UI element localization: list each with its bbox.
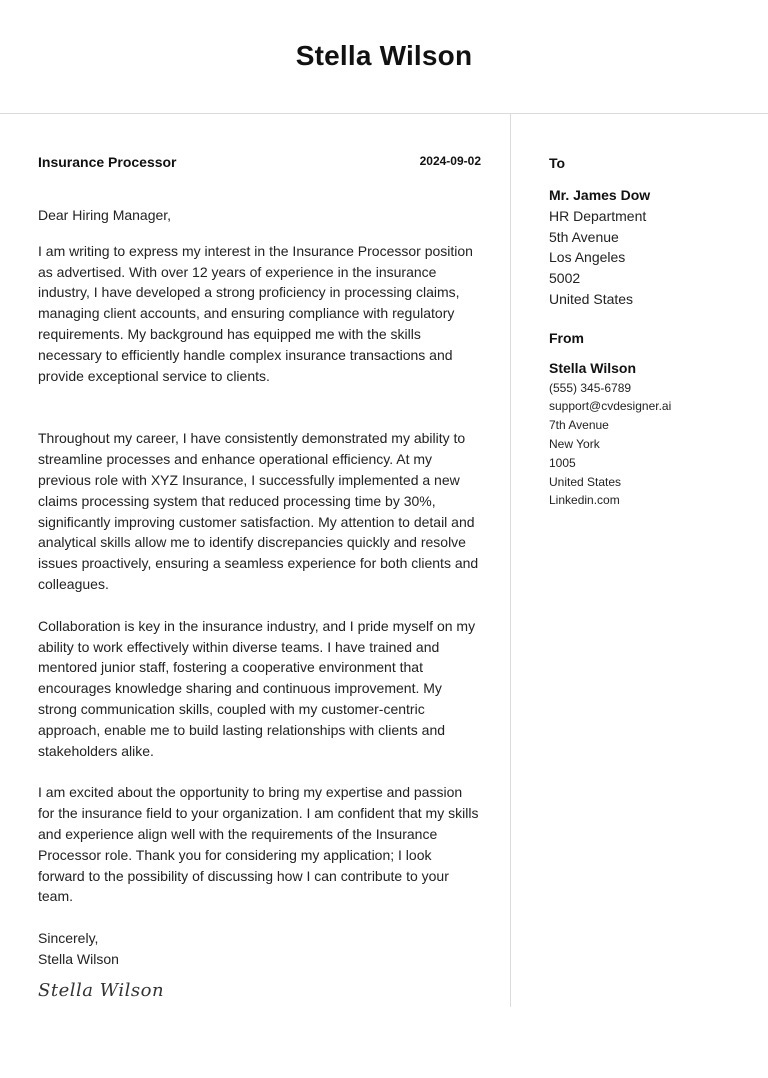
page-header (0, 0, 768, 114)
job-title: Insurance Processor (38, 154, 177, 170)
letter-date: 2024-09-02 (419, 154, 481, 168)
closing-block (38, 928, 481, 970)
body-paragraph-2: Throughout my career, I have consistently demonstrated my ability to streamline processes and enhance operational efficiency. At my previous role with XYZ Insurance, I successfully implemented a new claims processing system that reduced processing time by 30%, significantly improving customer satisfaction. My attention to detail and analytical skills allow me to identify discrepancies quickly and resolve issues proactively, ensuring a seamless experience for both clients and colleagues. (38, 430, 479, 592)
recipient-department: HR Department (549, 207, 647, 224)
to-label: To (549, 155, 566, 171)
sender-country: United States (549, 474, 622, 489)
sender-name: Stella Wilson (549, 359, 637, 376)
sender-city: New York (549, 436, 600, 451)
recipient-country: United States (549, 290, 634, 307)
body-paragraph-3: Collaboration is key in the insurance industry, and I pride myself on my ability to work effectively within diverse teams. I have trained and mentored junior staff, fostering a cooperative environment that encourages knowledge sharing and continuous improvement. My strong communication skills, coupled with my customer-centric approach, enable me to build lasting relationships with clients and stakeholders alike. (38, 617, 476, 759)
recipient-zip: 5002 (549, 270, 581, 287)
sender-phone: (555) 345-6789 (549, 380, 632, 395)
body-paragraph-1: I am writing to express my interest in the Insurance Processor position as advertised. With over 12 years of experience in the insurance industry, I have developed a strong proficiency in processing claims, managing client accounts, and ensuring compliance with regulatory requirements. My background has equipped me with the skills necessary to efficiently handle complex insurance transactions and provide exceptional service to clients. (38, 242, 473, 384)
salutation: Dear Hiring Manager, (38, 207, 172, 223)
recipient-city: Los Angeles (549, 249, 626, 266)
sender-zip: 1005 (549, 455, 576, 470)
closing-phrase: Sincerely, (38, 930, 99, 947)
letter-meta-row (38, 154, 481, 174)
signature: Stella Wilson (38, 979, 165, 1001)
recipient-name: Mr. James Dow (549, 187, 651, 203)
body-paragraph-4: I am excited about the opportunity to bring my expertise and passion for the insurance field to your organization. I am confident that my skills and experience align well with the requirements of the Insurance Processor role. Thank you for considering my application; I look forward to the possibility of discussing how I can contribute to your team. (38, 784, 479, 905)
sender-email: support@cvdesigner.ai (549, 399, 672, 414)
closing-sender-name: Stella Wilson (38, 950, 119, 967)
address-sidebar (549, 154, 749, 510)
letter-body (38, 154, 481, 1001)
sender-street: 7th Avenue (549, 418, 609, 433)
from-label: From (549, 329, 584, 346)
recipient-street: 5th Avenue (549, 228, 619, 245)
applicant-name-title: Stella Wilson (295, 40, 473, 71)
column-divider (510, 114, 511, 1007)
sender-website: Linkedin.com (549, 493, 620, 508)
